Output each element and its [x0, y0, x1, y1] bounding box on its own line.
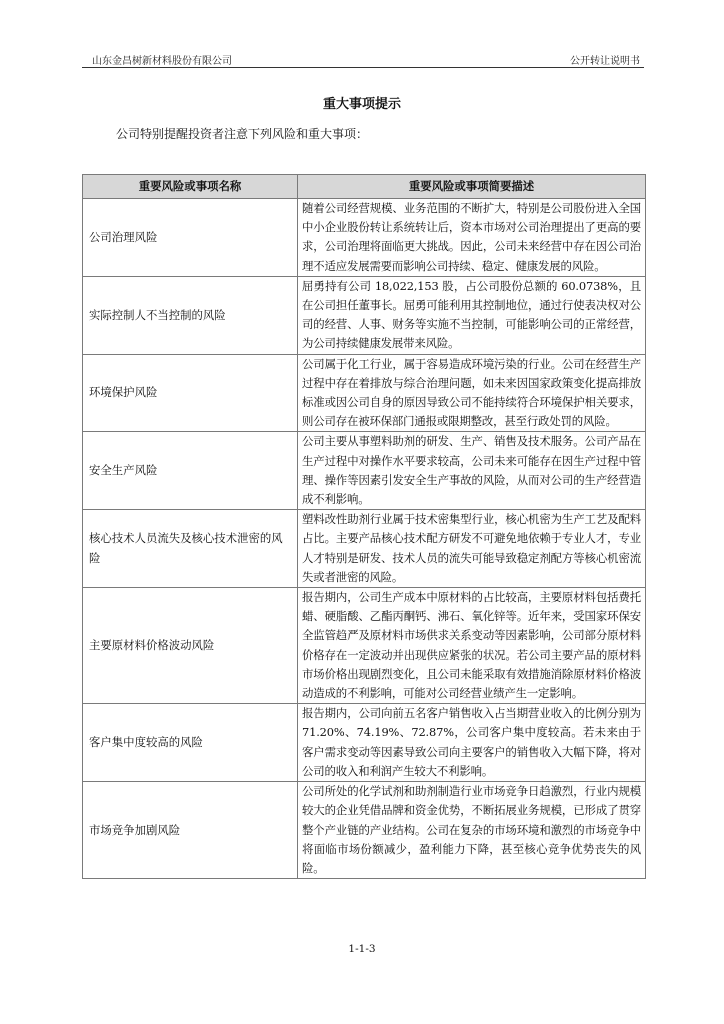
column-header-description: 重要风险或事项简要描述 — [298, 175, 646, 199]
risk-description: 报告期内，公司向前五名客户销售收入占当期营业收入的比例分别为 71.20%、74.19%、72.87%，公司客户集中度较高。若未来由于客户需求变动等因素导致公司向主要客户的销售收入大幅下降，将对公司的收入和利润产生较大不利影响。 — [298, 704, 646, 782]
risk-description: 公司所处的化学试剂和助剂制造行业市场竞争日趋激烈，行业内规模较大的企业凭借品牌和资金优势，不断拓展业务规模，已形成了贯穿整个产业链的产业结构。公司在复杂的市场环境和激烈的市场竞争中将面临市场份额减少，盈利能力下降，甚至核心竞争优势丧失的风险。 — [298, 782, 646, 879]
risk-description: 屈勇持有公司 18,022,153 股，占公司股份总额的 60.0738%，且在公司担任董事长。屈勇可能利用其控制地位，通过行使表决权对公司的经营、人事、财务等实施不当控制，可能影响公司的正常经营，为公司持续健康发展带来风险。 — [298, 276, 646, 354]
risk-name: 市场竞争加剧风险 — [83, 782, 298, 879]
risk-description: 塑料改性助剂行业属于技术密集型行业，核心机密为生产工艺及配料占比。主要产品核心技术配方研发不可避免地依赖于专业人才，专业人才特别是研发、技术人员的流失可能导致稳定剂配方等核心机密流失或者泄密的风险。 — [298, 510, 646, 588]
intro-text: 公司特别提醒投资者注意下列风险和重大事项： — [116, 127, 369, 141]
table-header-row — [83, 175, 646, 199]
risk-table — [82, 174, 646, 879]
risk-description: 报告期内，公司生产成本中原材料的占比较高，主要原材料包括费托蜡、硬脂酸、乙酯丙酮钙、沸石、氧化锌等。近年来，受国家环保安全监管趋严及原材料市场供求关系变动等因素影响，公司部分原材料价格存在一定波动并出现供应紧张的状况。若公司主要产品的原材料市场价格出现剧烈变化，且公司未能采取有效措施消除原材料价格波动造成的不利影响，可能对公司经营业绩产生一定影响。 — [298, 588, 646, 704]
table-row — [83, 588, 646, 704]
risk-name: 主要原材料价格波动风险 — [83, 588, 298, 704]
risk-description: 公司属于化工行业，属于容易造成环境污染的行业。公司在经营生产过程中存在着排放与综合治理问题，如未来因国家政策变化提高排放标准或因公司自身的原因导致公司不能持续符合环境保护相关要求，则公司存在被环保部门通报或限期整改，甚至行政处罚的风险。 — [298, 354, 646, 432]
column-header-name: 重要风险或事项名称 — [83, 175, 298, 199]
risk-name: 核心技术人员流失及核心技术泄密的风险 — [83, 510, 298, 588]
table-row — [83, 276, 646, 354]
risk-name: 安全生产风险 — [83, 432, 298, 510]
table-row — [83, 704, 646, 782]
header-document-type: 公开转让说明书 — [570, 56, 640, 67]
risk-name: 公司治理风险 — [83, 199, 298, 277]
header-company-name: 山东金昌树新材料股份有限公司 — [92, 56, 232, 67]
risk-name: 实际控制人不当控制的风险 — [83, 276, 298, 354]
page-title: 重大事项提示 — [322, 97, 401, 112]
table-row — [83, 510, 646, 588]
risk-name: 客户集中度较高的风险 — [83, 704, 298, 782]
table-row — [83, 782, 646, 879]
table-row — [83, 432, 646, 510]
header-divider — [82, 67, 644, 68]
page-number: 1-1-3 — [348, 943, 376, 955]
risk-description: 随着公司经营规模、业务范围的不断扩大，特别是公司股份进入全国中小企业股份转让系统转让后，资本市场对公司治理提出了更高的要求，公司治理将面临更大挑战。因此，公司未来经营中存在因公司治理不适应发展需要而影响公司持续、稳定、健康发展的风险。 — [298, 199, 646, 277]
table-row — [83, 354, 646, 432]
risk-name: 环境保护风险 — [83, 354, 298, 432]
risk-description: 公司主要从事塑料助剂的研发、生产、销售及技术服务。公司产品在生产过程中对操作水平要求较高，公司未来可能存在因生产过程中管理、操作等因素引发安全生产事故的风险，从而对公司的生产经营造成不利影响。 — [298, 432, 646, 510]
table-row — [83, 199, 646, 277]
